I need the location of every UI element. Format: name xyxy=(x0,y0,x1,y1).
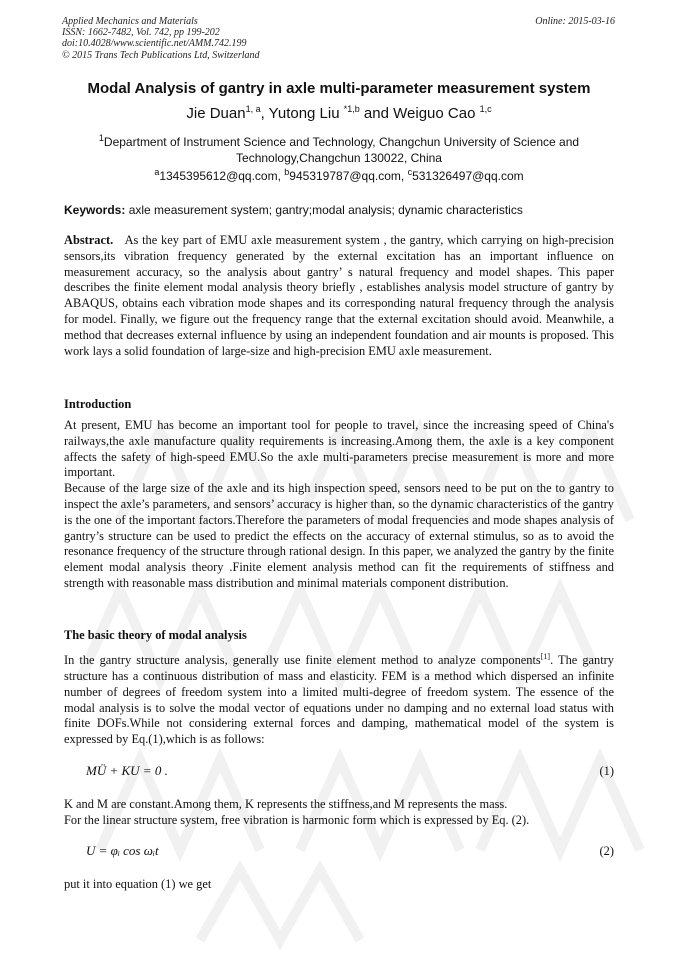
email-mark: b xyxy=(284,167,290,177)
email-mark: c xyxy=(407,167,413,177)
author-affil-mark: *1,b xyxy=(343,104,360,114)
paragraph: Because of the large size of the axle and its high inspection speed, sensors need to be put on the to gantry to inspect the axle’s parameters, and sensors’ accuracy is higher than, so the dynamic characteristics of the gantry is the one of the important factors.Therefore the parameters of modal frequencies and mode shapes analysis of gantry’s structure can be used to predict the effects on the accuracy of external stimulus, so as to avoid the resonance frequency of the structure through rational design. In this paper, we analyzed the gantry by the finite element modal analysis theory .Finite element analysis method can fit the requirements of stiffness and strength with reasonable mass distribution and minimal materials component distribution. xyxy=(64,481,614,590)
abstract-text: As the key part of EMU axle measurement system , the gantry, which carrying on high-precision sensors,its vibration frequency generated by the external excitation has an important influence on measurement accuracy, so the analysis about gantry’ s natural frequency and model shapes. This paper describes the finite element modal analysis theory briefly , establishes analysis model structure of gantry by ABAQUS, obtains each vibration mode shapes and its corresponding natural frequency through the analysis for model. Finally, we figure out the frequency range that the external excitation should avoid. Meanwhile, a method that decreases external influence by using an independent foundation and air mounts is proposed. This work lays a solid foundation of large-size and high-precision EMU axle measurement. xyxy=(64,233,614,358)
affil-mark: 1 xyxy=(98,133,104,143)
paragraph: . The gantry structure has a continuous distribution of mass and elasticity. FEM is a method which dispersed an infinite number of degrees of freedom system into a limited multi-degree of freedom system. The essence of the modal analysis is to solve the modal vector of equations under no damping and no external load status with finite DOFs.While not considering external forces and damping, mathematical model of the system is expressed by Eq.(1),which is as follows: xyxy=(64,653,614,747)
paragraph: For the linear structure system, free vibration is harmonic form which is expressed by Eq. (2). xyxy=(64,812,530,827)
author-separator: and xyxy=(359,105,394,122)
affiliation-text: Department of Instrument Science and Technology, Changchun University of Science and Technology,Changchun 130022, China xyxy=(103,135,580,165)
theory-text-3 xyxy=(64,877,614,893)
paper-title: Modal Analysis of gantry in axle multi-parameter measurement system xyxy=(87,80,591,97)
affiliation xyxy=(80,131,598,166)
paragraph: put it into equation (1) we get xyxy=(64,877,212,891)
paragraph: At present, EMU has become an important tool for people to travel, since the increasing speed of China's railways,the axle manufacture quality requirements is increasing.Among them, the axle is a key component affects the safety of high-speed EMU.So the axle multi-parameters precise measurement is more and more important. xyxy=(64,418,614,480)
equation-2: U = φᵢ cos ωᵢt xyxy=(86,843,159,858)
abstract-label: Abstract. xyxy=(64,233,114,247)
author-name: Jie Duan xyxy=(186,105,246,122)
keywords-text: axle measurement system; gantry;modal analysis; dynamic characteristics xyxy=(125,203,523,217)
email-address[interactable]: 531326497@qq.com xyxy=(412,169,524,183)
email-list xyxy=(0,167,678,183)
introduction-body xyxy=(64,418,614,592)
section-heading-theory: The basic theory of modal analysis xyxy=(64,628,247,642)
author-separator: , xyxy=(260,105,269,122)
theory-text-2 xyxy=(64,797,614,829)
author-affil-mark: 1, a xyxy=(245,104,261,114)
author-list xyxy=(0,104,678,122)
email-mark: a xyxy=(154,167,160,177)
issn-line: ISSN: 1662-7482, Vol. 742, pp 199-202 xyxy=(62,27,220,39)
doi-line[interactable]: doi:10.4028/www.scientific.net/AMM.742.199 xyxy=(62,38,247,50)
email-address[interactable]: 1345395612@qq.com, xyxy=(159,169,285,183)
equation-number: (1) xyxy=(599,764,614,778)
copyright-line: © 2015 Trans Tech Publications Ltd, Switzerland xyxy=(62,49,260,61)
section-heading-introduction: Introduction xyxy=(64,397,132,411)
equation-1: MÜ + KU = 0 . xyxy=(86,763,168,778)
online-date: Online: 2015-03-16 xyxy=(535,16,615,27)
author-name: Yutong Liu xyxy=(268,105,340,122)
paragraph: K and M are constant.Among them, K represents the stiffness,and M represents the mass. xyxy=(64,797,508,811)
keywords xyxy=(64,203,523,217)
email-address[interactable]: 945319787@qq.com, xyxy=(289,169,408,183)
paragraph: In the gantry structure analysis, generally use finite element method to analyze components xyxy=(64,653,541,668)
theory-body xyxy=(64,649,614,748)
abstract xyxy=(64,233,614,359)
author-affil-mark: 1,c xyxy=(479,104,492,114)
keywords-label: Keywords: xyxy=(64,203,126,217)
citation[interactable]: [1] xyxy=(540,652,551,661)
journal-name: Applied Mechanics and Materials xyxy=(62,16,198,27)
equation-number: (2) xyxy=(599,844,614,858)
author-name: Weiguo Cao xyxy=(393,105,476,122)
journal-header xyxy=(62,16,260,61)
